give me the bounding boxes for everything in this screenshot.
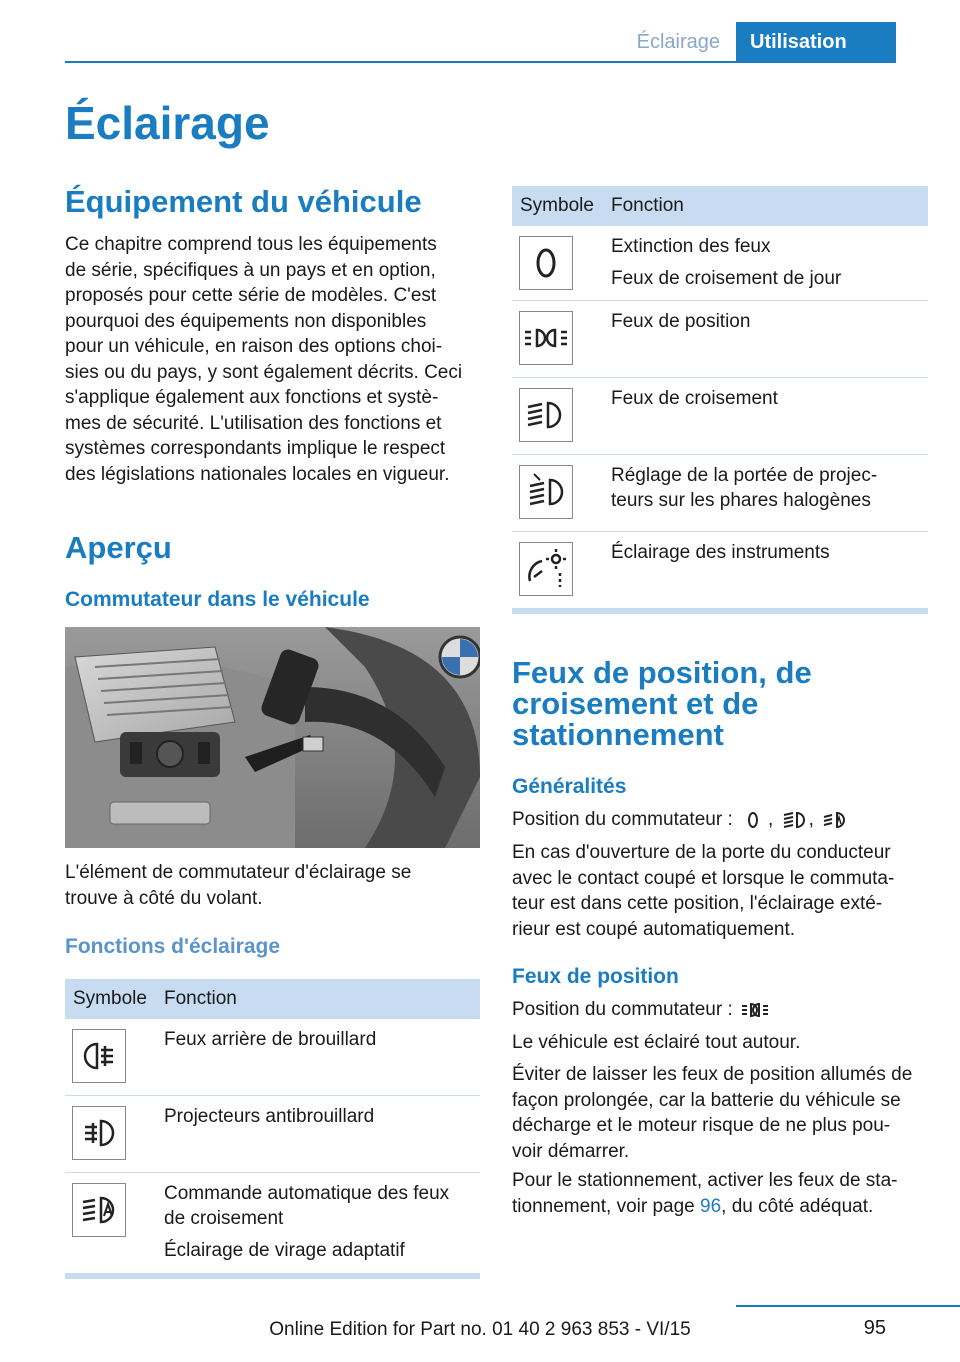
text-line: systèmes correspondants implique le respect xyxy=(65,438,446,459)
text-line: des législations nationales locales en vigueur. xyxy=(65,463,450,485)
switch-position-line: Position du commutateur : , , xyxy=(512,807,849,833)
switch-subheading: Commutateur dans le véhicule xyxy=(65,588,370,611)
table-end-bar xyxy=(65,1274,480,1279)
edition-footer: Online Edition for Part no. 01 40 2 963 853 - VI/15 xyxy=(269,1319,691,1340)
position-paragraph: Éviter de laisser les feux de position allumés de façon prolongée, car la batterie du véhicule se décharge et le moteur risque de ne plus pou‐ voir démarrer. xyxy=(512,1064,913,1162)
table-row xyxy=(512,532,928,609)
functions-heading: Fonctions d'éclairage xyxy=(65,935,281,958)
col-symbol: Symbole xyxy=(520,195,594,216)
generalites-paragraph: En cas d'ouverture de la porte du conducteur avec le contact coupé et lorsque le commuta‐ teur est dans cette position, l'éclairage exté‐ rieur est coupé automatiquement. xyxy=(512,842,895,940)
equipment-paragraph xyxy=(65,232,485,487)
table-end-bar xyxy=(512,609,928,614)
header-category: Éclairage xyxy=(636,31,720,53)
table-header xyxy=(512,186,928,226)
parking-light-icon xyxy=(738,999,772,1021)
position-line: Le véhicule est éclairé tout autour. xyxy=(512,1032,801,1053)
text-line: de série, spécifiques à un pays et en option, xyxy=(65,259,436,281)
table-row xyxy=(512,455,928,532)
table-row xyxy=(512,226,928,301)
zero-icon xyxy=(519,236,573,290)
stationnement-paragraph: Pour le stationnement, activer les feux de sta‐ tionnement, voir page 96, du côté adéquat. xyxy=(512,1170,898,1217)
function-text: Commande automatique des feux de croisement Éclairage de virage adaptatif xyxy=(164,1183,450,1261)
header-section-tab: Utilisation xyxy=(736,22,896,63)
table-row xyxy=(512,301,928,378)
function-text: Feux de position xyxy=(611,311,751,332)
table-row xyxy=(512,378,928,455)
auto-headlight-icon xyxy=(819,809,849,831)
text-line: L'élément de commutateur d'éclairage se xyxy=(65,862,412,883)
col-function: Fonction xyxy=(164,988,237,1009)
function-text: Réglage de la portée de projec‐ teurs sur les phares halogènes xyxy=(611,465,878,511)
page-link[interactable]: 96 xyxy=(700,1195,722,1217)
apercu-heading: Aperçu xyxy=(65,530,172,565)
auto-headlight-icon xyxy=(72,1183,126,1237)
equipment-heading: Équipement du véhicule xyxy=(65,184,422,219)
dashboard-illustration xyxy=(65,627,480,848)
table-row xyxy=(65,1173,480,1274)
switch-caption xyxy=(65,860,411,911)
col-function: Fonction xyxy=(611,195,684,216)
right-functions-table xyxy=(512,186,928,614)
function-text: Feux arrière de brouillard xyxy=(164,1029,377,1050)
zero-icon xyxy=(738,809,768,831)
text-line: proposés pour cette série de modèles. C'est xyxy=(65,285,437,306)
table-row xyxy=(65,1096,480,1173)
instrument-light-icon xyxy=(519,542,573,596)
function-text: Feux de croisement xyxy=(611,388,778,409)
rear-fog-icon xyxy=(72,1029,126,1083)
text-line: trouve à côté du volant. xyxy=(65,887,263,909)
text-line: mes de sécurité. L'utilisation des fonctions et xyxy=(65,412,442,434)
text-line: pourquoi des équipements non disponibles xyxy=(65,310,427,332)
col-symbol: Symbole xyxy=(73,988,147,1009)
text-line: s'applique également aux fonctions et systè‐ xyxy=(65,387,439,408)
table-row xyxy=(65,1019,480,1096)
function-text: Projecteurs antibrouillard xyxy=(164,1106,375,1127)
header-rule xyxy=(65,61,736,63)
headlight-range-icon xyxy=(519,465,573,519)
text-line: Ce chapitre comprend tous les équipements xyxy=(65,234,437,255)
low-beam-icon xyxy=(519,388,573,442)
low-beam-icon xyxy=(779,809,809,831)
parking-light-icon xyxy=(519,311,573,365)
position-heading: Feux de position xyxy=(512,965,679,988)
table-header xyxy=(65,979,480,1019)
page-title: Éclairage xyxy=(65,97,270,149)
generalites-heading: Généralités xyxy=(512,775,627,798)
feux-heading: Feux de position, de croisement et de stationnement xyxy=(512,655,812,752)
text-line: sies ou du pays, y sont également décrits. Ceci xyxy=(65,361,463,383)
function-text: Extinction des feux Feux de croisement de jour xyxy=(611,236,842,289)
front-fog-icon xyxy=(72,1106,126,1160)
text-line: pour un véhicule, en raison des options choi‐ xyxy=(65,336,443,357)
left-functions-table xyxy=(65,979,480,1279)
footer-rule xyxy=(736,1305,960,1307)
position-switch-line: Position du commutateur : xyxy=(512,997,772,1023)
function-text: Éclairage des instruments xyxy=(611,542,830,563)
page-number: 95 xyxy=(863,1317,886,1339)
